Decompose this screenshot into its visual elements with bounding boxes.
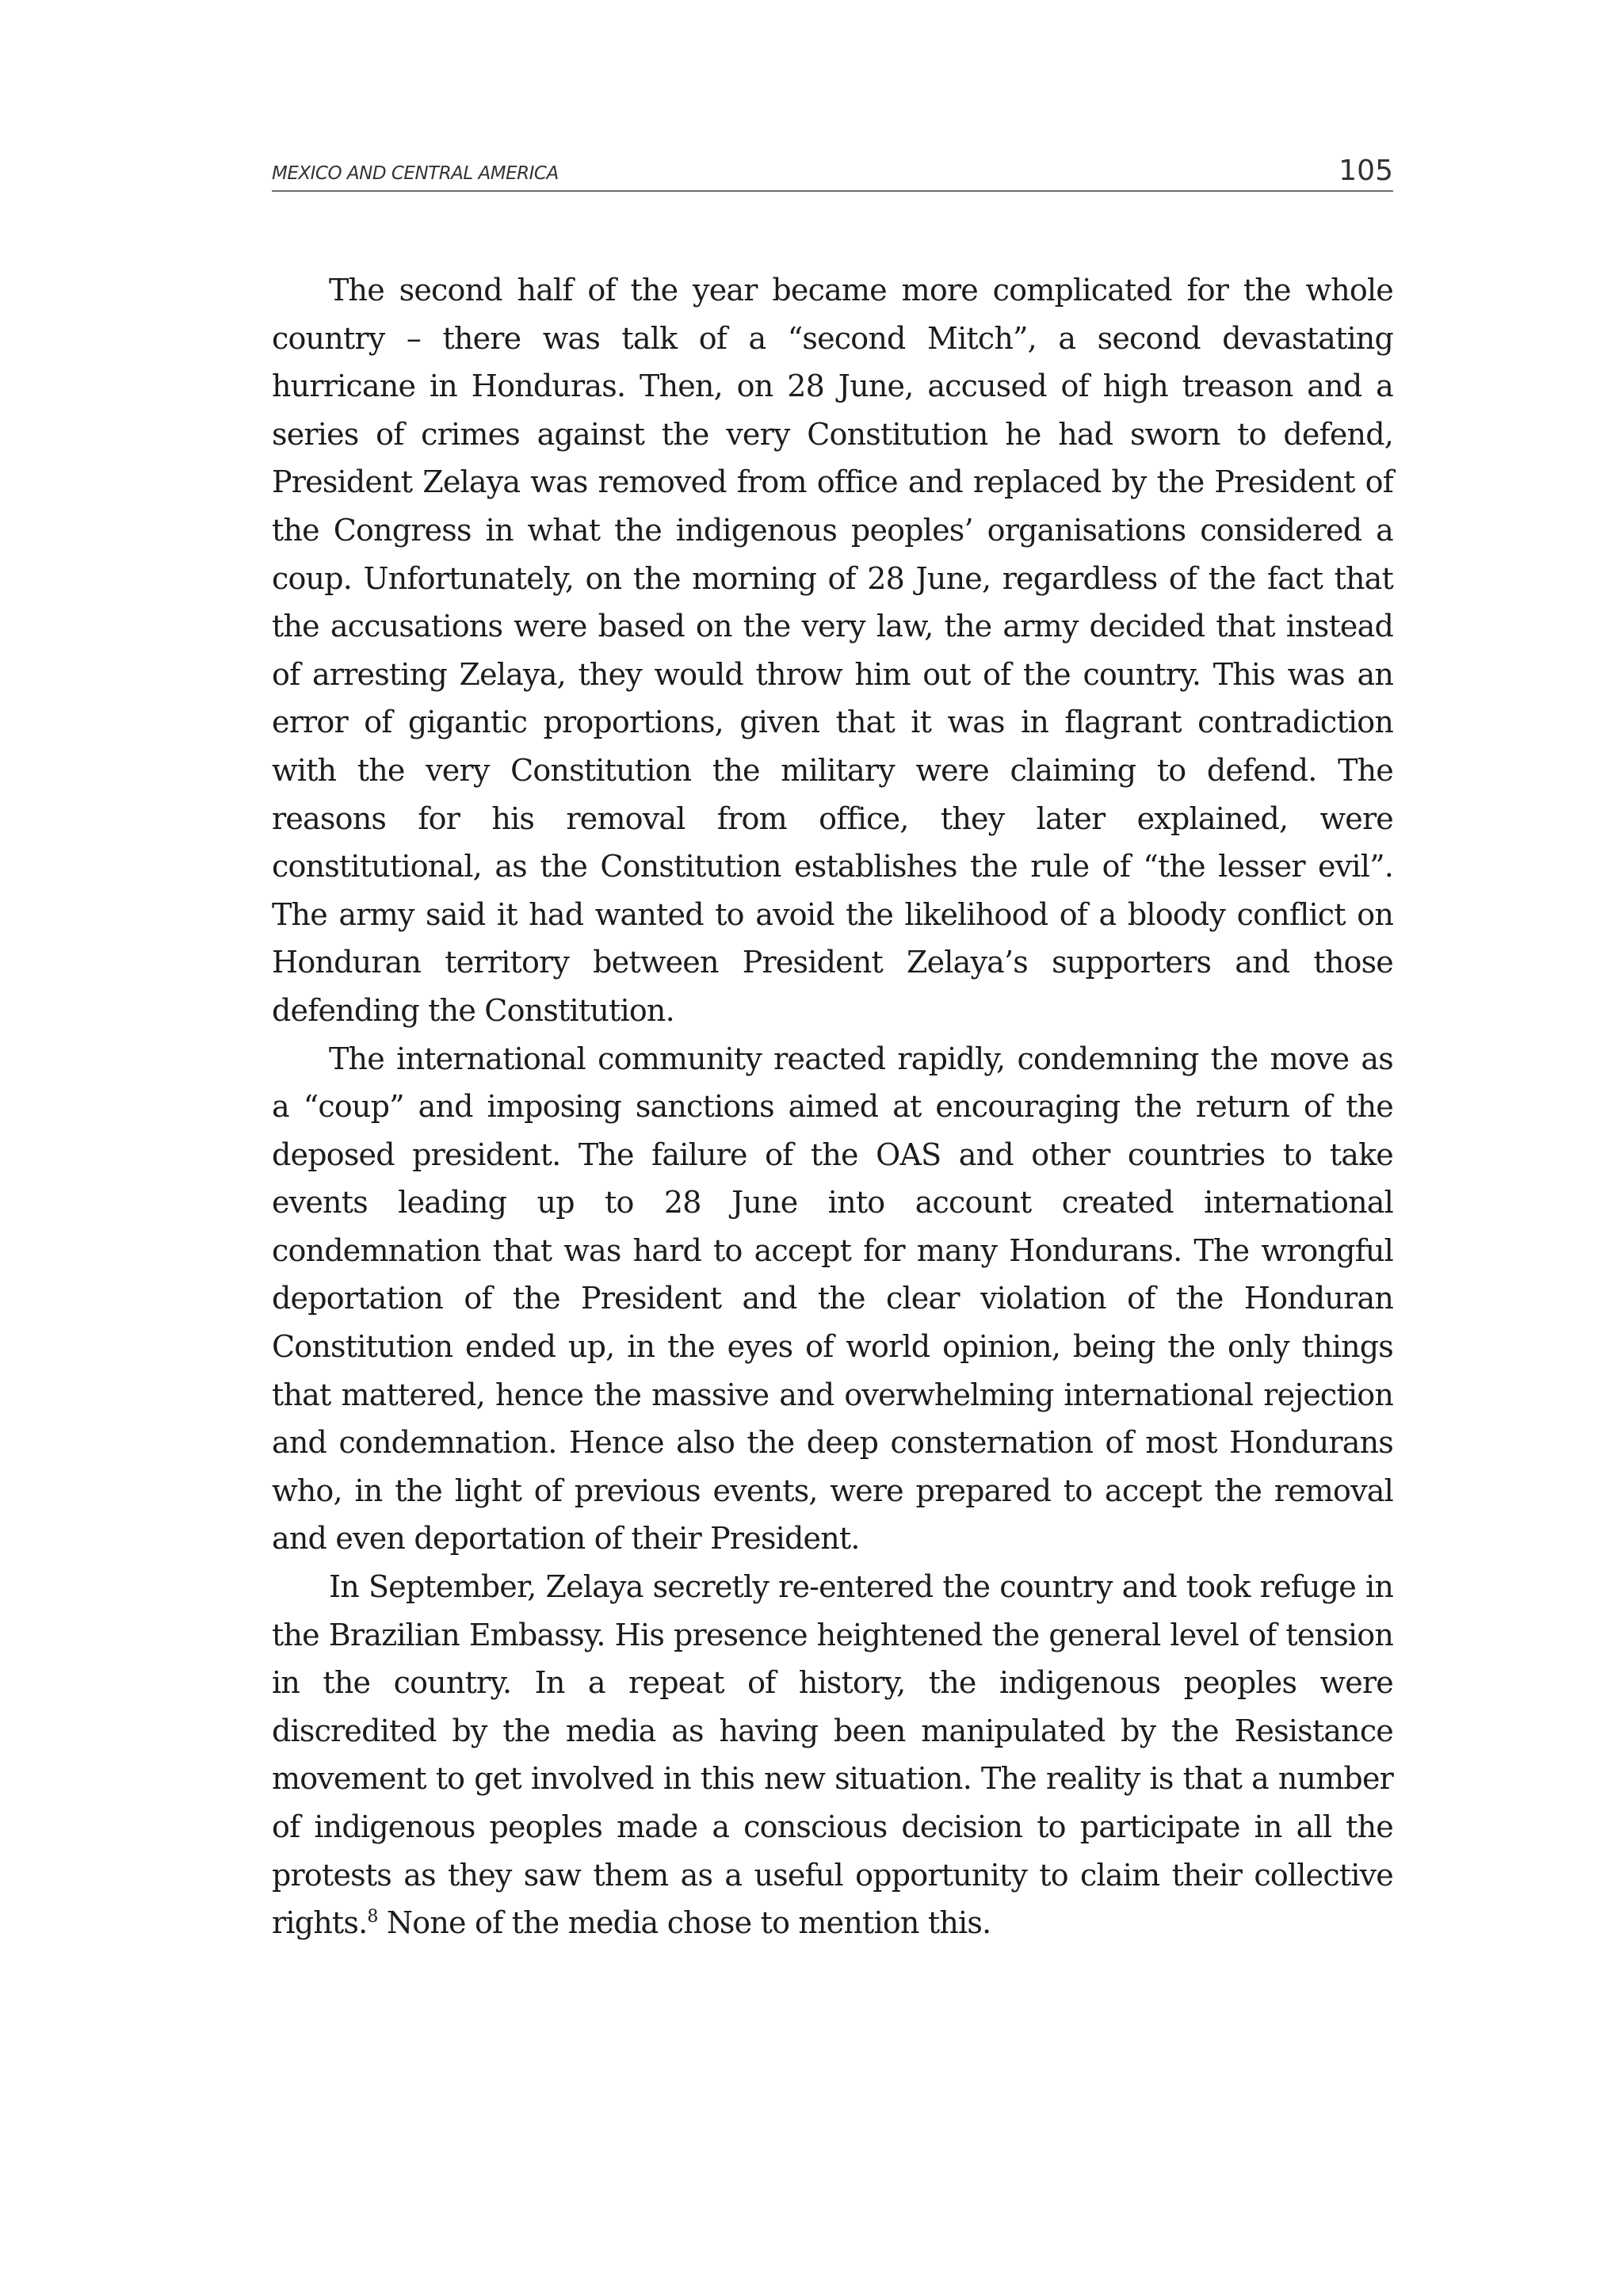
paragraph-text: In September, Zelaya secretly re-entered the country and took refuge in the Brazilian Embassy. His presence heightened the general level of tension in the country. In a repeat of history, the indigenous peoples were discredited by the media as having been manipulated by the Resistance movement to get involved in this new situation. The reality is that a number of indigenous peoples made a conscious decision to participate in all the protests as they saw them as a useful opportunity to claim their collective rights.	[272, 1569, 1393, 1941]
body-text	[272, 266, 1393, 1947]
running-title: MEXICO AND CENTRAL AMERICA	[272, 163, 559, 184]
running-header	[272, 151, 1393, 192]
page-number: 105	[1338, 155, 1393, 187]
paragraph-text: None of the media chose to mention this.	[377, 1905, 991, 1941]
paragraph	[272, 1563, 1393, 1947]
footnote-reference[interactable]: 8	[367, 1907, 378, 1927]
paragraph: The international community reacted rapidly, condemning the move as a “coup” and imposing sanctions aimed at encouraging the return of the deposed president. The failure of the OAS and other countries to take events leading up to 28 June into account created international condemnation that was hard to accept for many Hondurans. The wrongful deportation of the President and the clear violation of the Honduran Constitution ended up, in the eyes of world opinion, being the only things that mattered, hence the massive and overwhelming international rejection and condemnation. Hence also the deep consternation of most Hondurans who, in the light of previous events, were prepared to accept the removal and even deportation of their President.	[272, 1041, 1393, 1557]
paragraph: The second half of the year became more complicated for the whole country – there was talk of a “second Mitch”, a second devastating hurricane in Honduras. Then, on 28 June, accused of high treason and a series of crimes against the very Constitution he had sworn to defend, President Zelaya was removed from office and replaced by the President of the Congress in what the indigenous peoples’ organisations considered a coup. Unfortunately, on the morning of 28 June, regardless of the fact that the accusations were based on the very law, the army decided that instead of arresting Zelaya, they would throw him out of the country. This was an error of gigantic proportions, given that it was in flagrant contradiction with the very Constitution the military were claiming to defend. The reasons for his removal from office, they later explained, were constitutional, as the Constitution establishes the rule of “the lesser evil”. The army said it had wanted to avoid the likelihood of a bloody conflict on Honduran territory between President Zelaya’s supporters and those defending the Constitution.	[272, 273, 1393, 1028]
